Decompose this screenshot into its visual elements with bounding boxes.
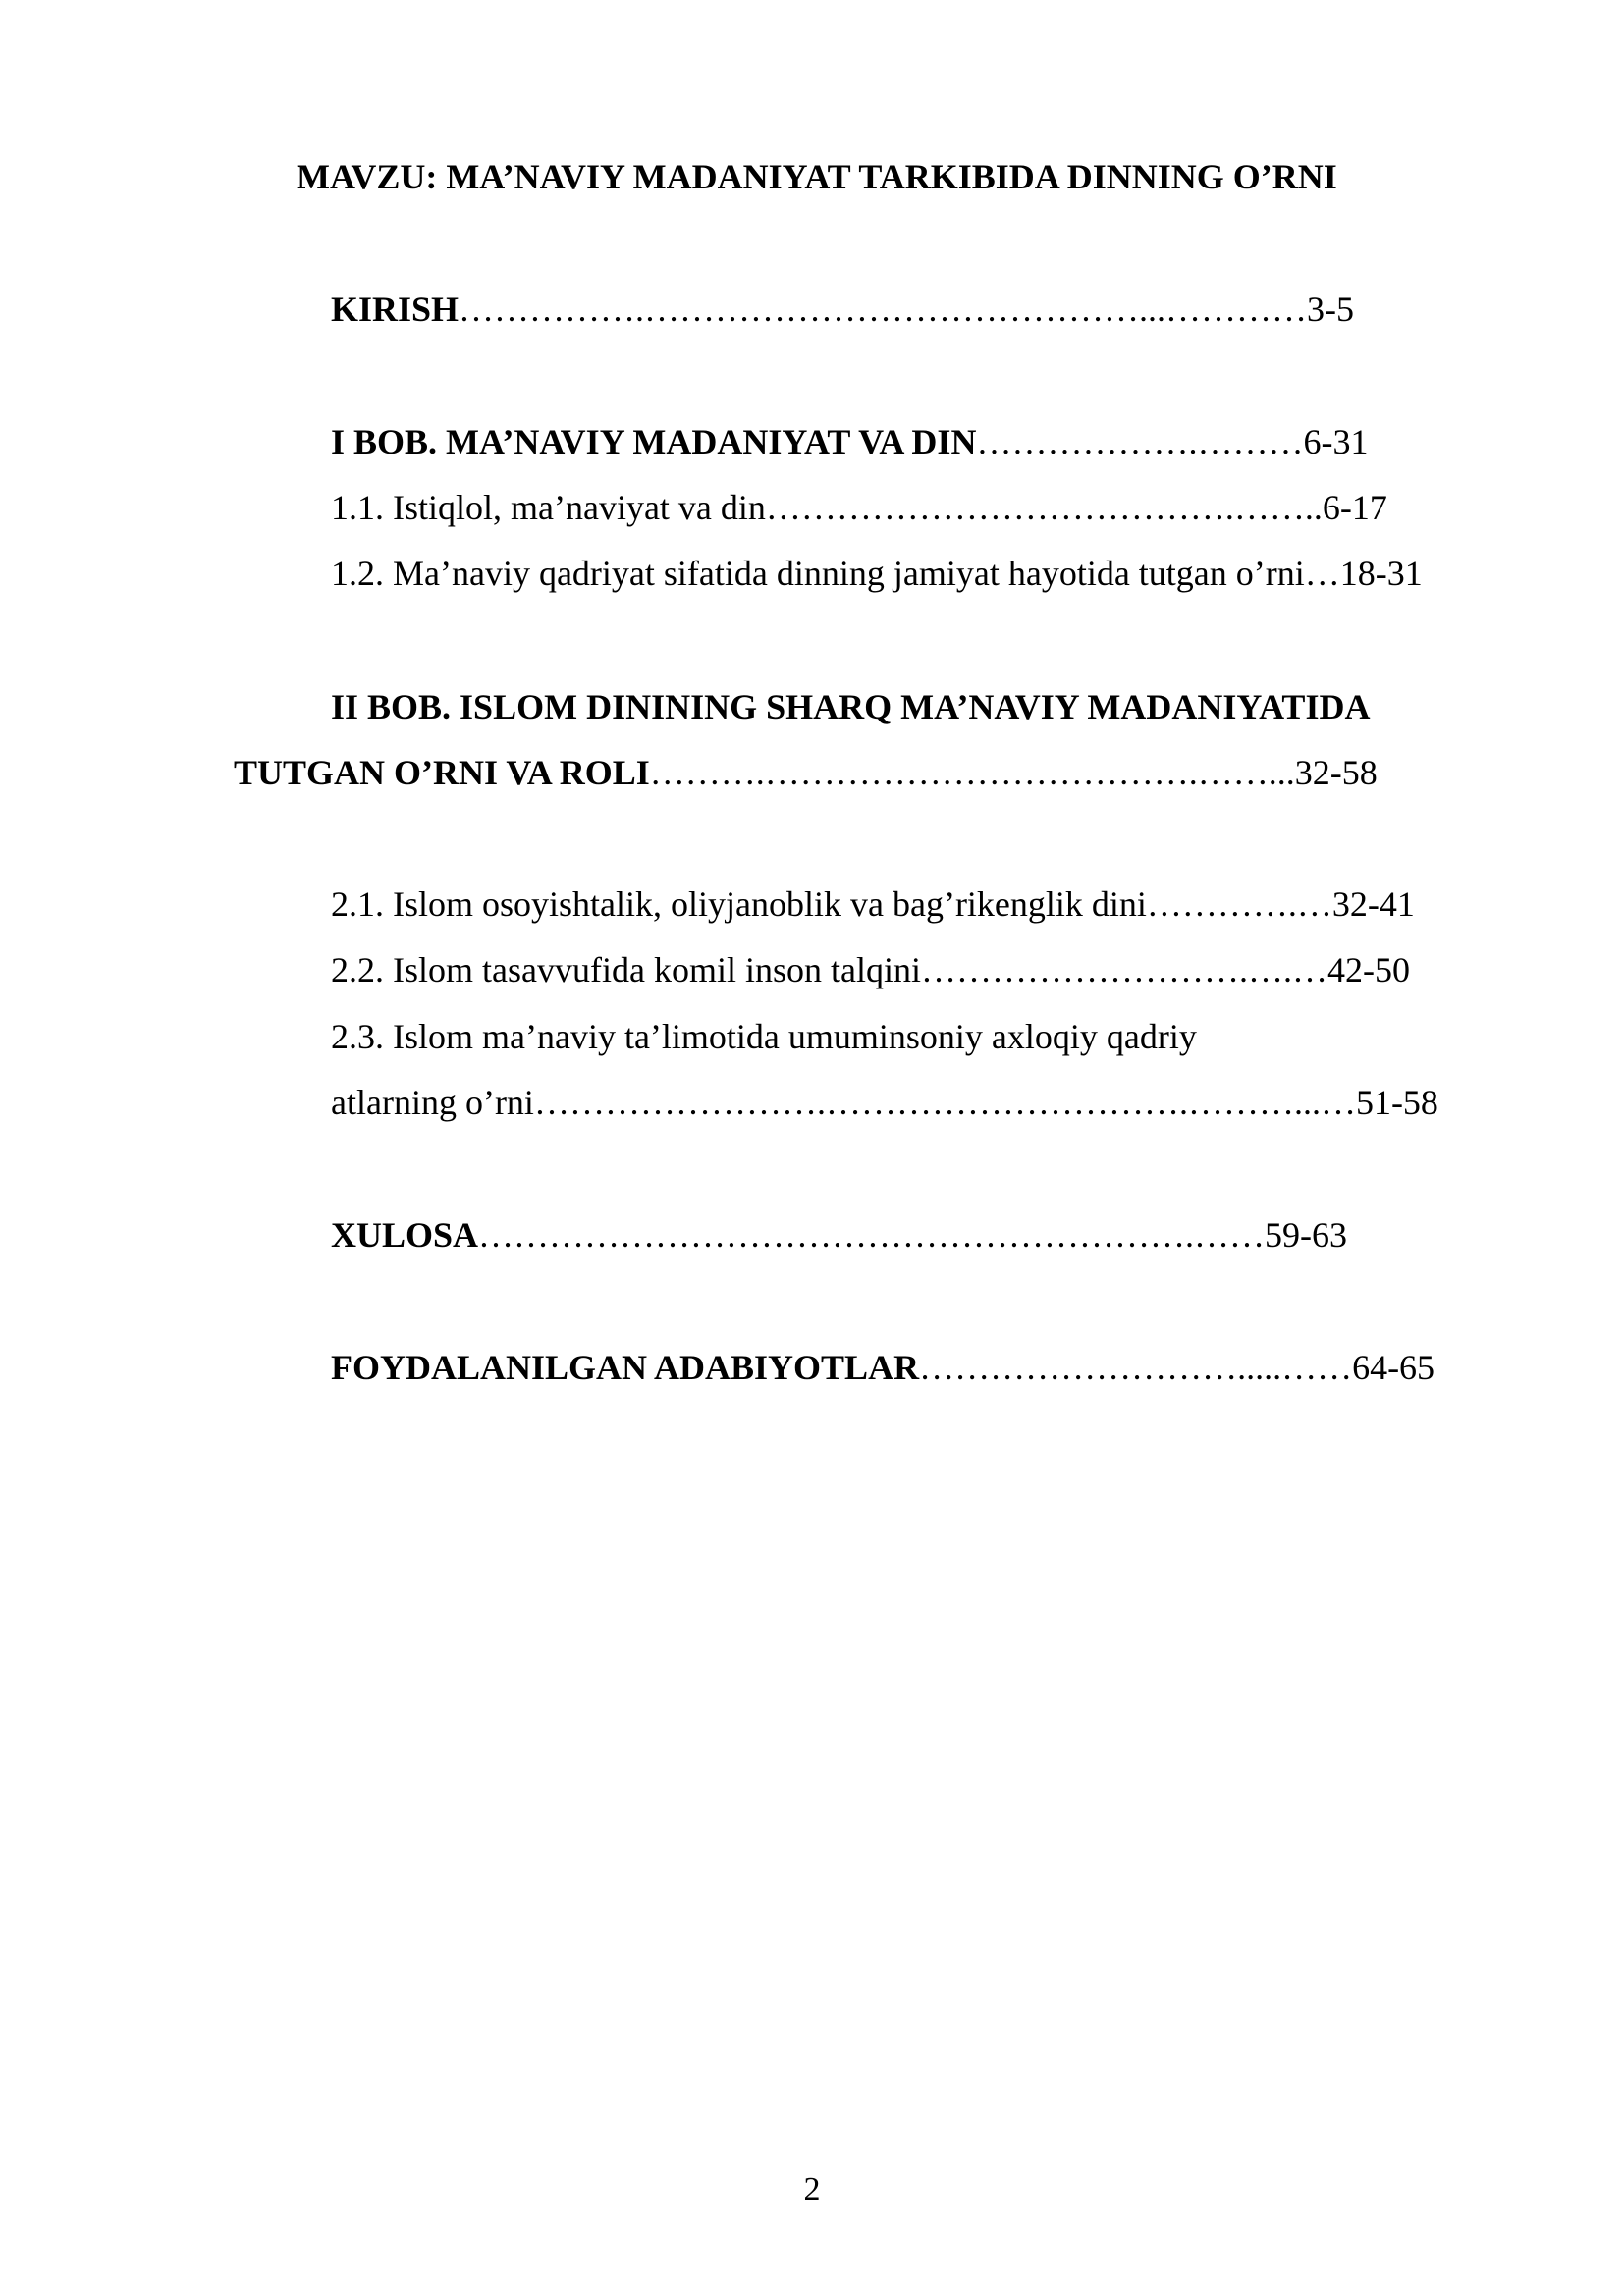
toc-page-range: 3-5	[1307, 290, 1355, 329]
toc-leader-dots: ………….…	[1146, 884, 1332, 924]
document-title: MAVZU: MA’NAVIY MADANIYAT TARKIBIDA DINNING O’RNI	[297, 157, 1337, 196]
toc-page-range: 59-63	[1265, 1215, 1348, 1255]
toc-page-range: 18-31	[1339, 554, 1423, 593]
toc-entry-chapter-1[interactable]	[331, 424, 1368, 459]
toc-entry-label: 1.2. Ma’naviy qadriyat sifatida dinning jamiyat hayotida tutgan o’rni	[331, 554, 1305, 593]
toc-page-range: 64-65	[1352, 1348, 1435, 1387]
toc-entry-section-2-3-line2[interactable]	[331, 1085, 1438, 1120]
toc-entry-label: atlarning o’rni	[331, 1083, 534, 1122]
toc-page-range: 32-58	[1294, 753, 1378, 792]
toc-entry-chapter-2-line2[interactable]	[234, 755, 1378, 790]
toc-leader-dots: …………………….………………………….………...…	[533, 1083, 1356, 1122]
toc-entry-adabiyotlar[interactable]	[331, 1350, 1435, 1385]
toc-page-range: 51-58	[1355, 1083, 1438, 1122]
toc-leader-dots: ……………….………	[976, 422, 1304, 461]
toc-entry-section-1-1[interactable]	[331, 490, 1387, 525]
toc-entry-xulosa[interactable]	[331, 1217, 1347, 1253]
toc-entry-section-2-1[interactable]	[331, 886, 1415, 922]
toc-leader-dots: ……………………….....……	[919, 1348, 1353, 1387]
toc-page-range: .6-17	[1313, 488, 1387, 527]
toc-leader-dots: …………….……………………………………...…………	[459, 290, 1308, 329]
toc-page-range: 32-41	[1331, 884, 1415, 924]
toc-entry-chapter-2-line1[interactable]: II BOB. ISLOM DININING SHARQ MA’NAVIY MADANIYATIDA	[331, 687, 1371, 726]
toc-entry-label: KIRISH	[331, 290, 460, 329]
toc-entry-section-2-3-line1[interactable]: 2.3. Islom ma’naviy ta’limotida umuminsoniy axloqiy qadriy	[331, 1017, 1197, 1056]
toc-entry-label: TUTGAN O’RNI VA ROLI	[234, 753, 650, 792]
toc-leader-dots: ………………………………….…….	[765, 488, 1314, 527]
toc-leader-dots: …………………………………………………….……	[478, 1215, 1266, 1255]
toc-page-range: 6-31	[1303, 422, 1369, 461]
toc-entry-section-2-2[interactable]	[331, 952, 1410, 988]
toc-entry-label: 1.1. Istiqlol, ma’naviyat va din	[331, 488, 766, 527]
page-number: 2	[803, 2171, 821, 2208]
toc-leader-dots: ……….……………………………….……...	[649, 753, 1295, 792]
toc-entry-label: 2.1. Islom osoyishtalik, oliyjanoblik va bag’rikenglik dini	[331, 884, 1147, 924]
toc-entry-kirish[interactable]	[331, 292, 1354, 327]
toc-entry-label: XULOSA	[331, 1215, 479, 1255]
toc-page-range: 42-50	[1326, 950, 1410, 989]
toc-leader-dots: ……………………….….…	[920, 950, 1327, 989]
toc-entry-label: I BOB. MA’NAVIY MADANIYAT VA DIN	[331, 422, 977, 461]
toc-leader-dots: …	[1304, 554, 1340, 593]
toc-entry-section-1-2[interactable]	[331, 556, 1423, 591]
toc-entry-label: 2.2. Islom tasavvufida komil inson talqini	[331, 950, 921, 989]
toc-entry-label: FOYDALANILGAN ADABIYOTLAR	[331, 1348, 920, 1387]
